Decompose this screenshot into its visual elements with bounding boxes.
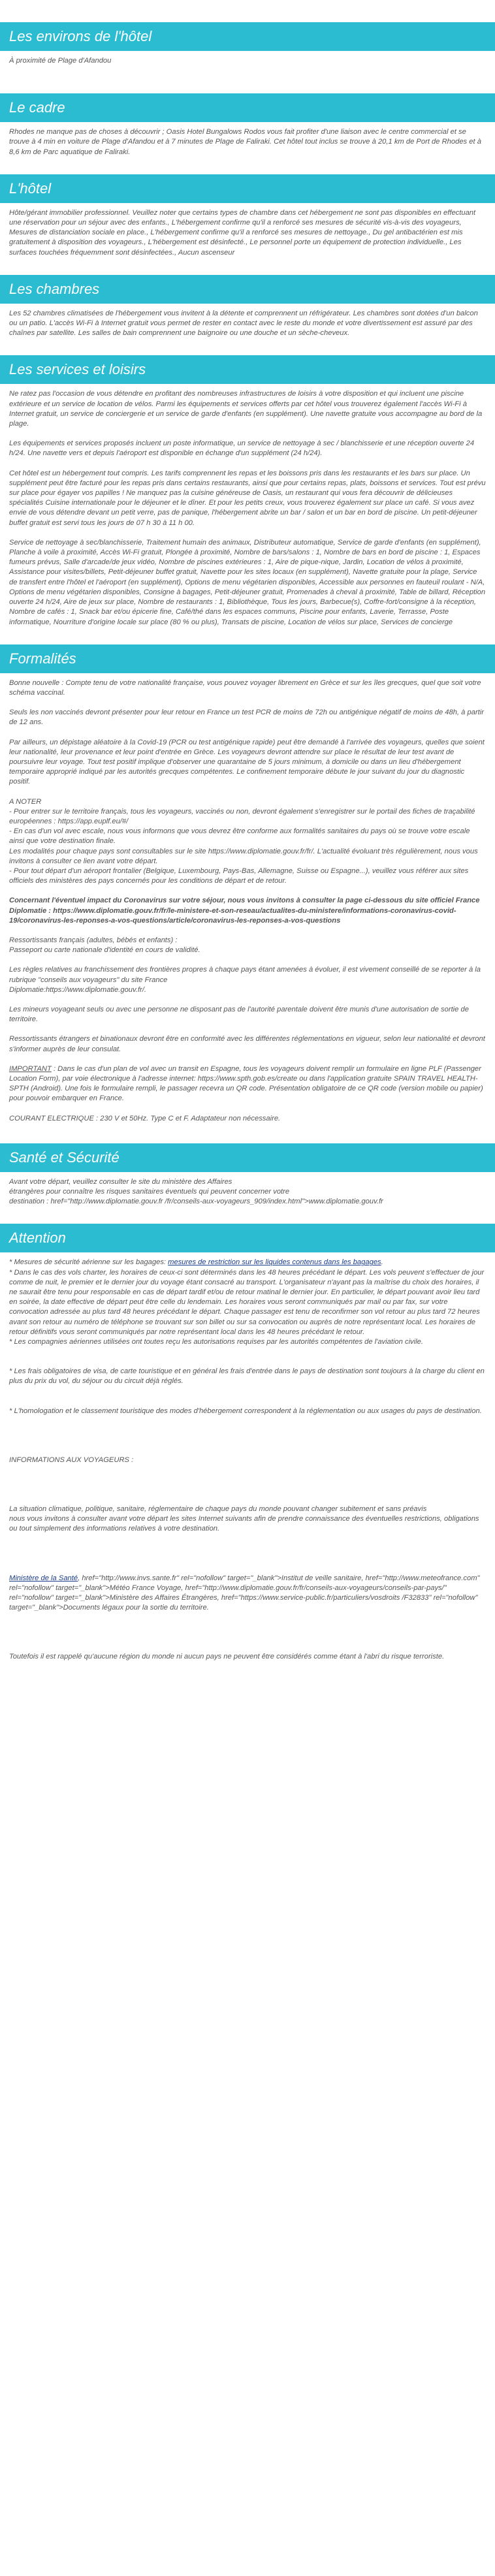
section-chambres <box>0 304 495 339</box>
section-environs <box>0 51 495 66</box>
section-formalites <box>0 673 495 1124</box>
regles-line-2: Diplomatie:https://www.diplomatie.gouv.fr/. <box>9 985 146 994</box>
attention-mesures <box>9 1258 486 1267</box>
section-title-services: Les services et loisirs <box>0 355 495 384</box>
courant-electrique: COURANT ELECTRIQUE : 230 V et 50Hz. Type C et F. Adaptateur non nécessaire. <box>9 1114 281 1122</box>
regles-line-1: Les règles relatives au franchissement des frontières propres à chaque pays étant amenées à évoluer, il est vivement conseillé de se reporter à la rubrique "conseils aux voyageurs" du site France <box>9 966 481 984</box>
section-cadre <box>0 122 495 157</box>
note-line-1: - Pour entrer sur le territoire français, tous les voyageurs, vaccinés ou non, devront également s'enregistrer sur le portail des fiches de traçabilité européennes : https://app.euplf.eu/#/ <box>9 807 475 825</box>
section-title-chambres: Les chambres <box>0 275 495 304</box>
section-title-hotel: L'hôtel <box>0 174 495 203</box>
section-services <box>0 384 495 627</box>
section-title-attention: Attention <box>0 1224 495 1252</box>
section-title-sante: Santé et Sécurité <box>0 1143 495 1172</box>
attention-vols-charter: * Dans le cas des vols charter, les horaires de ceux-ci sont déterminés dans les 48 heures précédant le départ. Les vols peuvent s'effectuer de jour comme de nuit, le premier et le dernier jour du voyage étant consacré au transport. L'organisateur n'ayant pas la maîtrise du choix des horaires, il ne saurait être tenu pour responsable en cas de départ tardif et/ou de retour matinal le dernier jour. En particulier, le départ pouvant avoir lieu tard en soirée, la date effective de départ peut être celle du lendemain. Les horaires vous seront communiqués par mail ou par fax, sur votre convocation adressée au plus tard 48 heures précédant le départ. Chaque passager est tenu de reconfirmer son vol retour au plus tard 72 heures avant son retour au numéro de téléphone se trouvant sur son billet ou sur sa convocation ou auprès de notre représentant local. Les horaires de retour définitifs vous seront communiqués par notre représentant local dans les 48 heures précédant le retour. <box>9 1268 485 1336</box>
chambres-text: Les 52 chambres climatisées de l'hébergement vous invitent à la détente et comprennent un réfrigérateur. Les chambres sont dotées d'un balcon ou un patio. L'accès Wi-Fi à Internet gratuit vous permet de rester en contact avec le reste du monde et votre divertissement est assuré par des chaînes par satellite. Les salles de bain comprennent une baignoire ou une douche et un sèche-cheveux. <box>9 309 478 338</box>
mineurs-text: Les mineurs voyageant seuls ou avec une personne ne disposant pas de l'autorité parentale doivent être munis d'une autorisation de sortie de territoire. <box>9 1005 469 1024</box>
important-label: IMPORTANT <box>9 1064 52 1073</box>
ressortissants-line-1: Ressortissants français (adultes, bébés et enfants) : <box>9 936 178 944</box>
formalites-paragraph-3: Par ailleurs, un dépistage aléatoire à la Covid-19 (PCR ou test antigénique rapide) peut être demandé à l'arrivée des voyageurs, quelles que soient leur nationalité, leur provenance et leur point d'entrée en Grèce. Les voyageurs devront attendre sur place le résultat de leur test avant de poursuivre leur voyage. Tout test positif implique d'observer une quarantaine de 5 jours minimum, à domicile ou dans un lieu d'hébergement temporaire approprié indiqué par les autorités grecques compétentes. Le confinement temporaire débute le jour suivant du jour du diagnostic positif. <box>9 738 485 786</box>
section-hotel <box>0 203 495 258</box>
info-voyageurs-title: INFORMATIONS AUX VOYAGEURS : <box>9 1455 134 1464</box>
ministere-sante-link[interactable]: Ministère de la Santé <box>9 1574 78 1582</box>
section-title-cadre: Le cadre <box>0 93 495 122</box>
ressortissants-line-2: Passeport ou carte nationale d'identité en cours de validité. <box>9 946 200 955</box>
note-line-3: Les modalités pour chaque pays sont consultables sur le site https://www.diplomatie.gouv.fr/fr/. L'actualité évoluant très régulièrement, nous vous invitons à consulter ce lien avant votre départ. <box>9 847 478 865</box>
info-voyageurs-line-2: nous vous invitons à consulter avant votre départ les sites Internet suivants afin de prendre connaissance des éventuelles restrictions, obligations ou tout simplement des informations relatives à votre destination. <box>9 1515 479 1533</box>
note-line-2: - En cas d'un vol avec escale, nous vous informons que vous devrez être conforme aux formalités sanitaires du pays où se trouve votre escale ainsi que votre destination finale. <box>9 827 470 846</box>
attention-mesures-prefix: * Mesures de sécurité aérienne sur les bagages: <box>9 1258 168 1267</box>
formalites-paragraph-1: Bonne nouvelle : Compte tenu de votre nationalité française, vous pouvez voyager librement en Grèce et sur les îles grecques, quel que soit votre schéma vaccinal. <box>9 678 481 697</box>
services-paragraph-4: Service de nettoyage à sec/blanchisserie, Traitement humain des animaux, Distributeur automatique, Service de garde d'enfants (en supplément), Planche à voile à proximité, Accès Wi-Fi gratuit, Plongée à proximité, Nombre de bars/salons : 1, Nombre de bars en bord de piscine : 1, Espaces fumeurs prévus, Salle d'arcade/de jeux vidéo, Nombre de piscines extérieures : 1, Aire de pique-nique, Jardin, Location de vélos à proximité, Assistance pour visites/billets, Petit-déjeuner buffet gratuit, Navette pour les sites locaux (en supplément), Navette gratuite pour la plage, Service de transfert entre l'hôtel et l'aéroport (en supplément), Options de menu végétarien disponibles, Accessible aux personnes en fauteuil roulant - N/A, Options de menu végétarien disponibles, Consigne à bagages, Petit-déjeuner gratuit, Promenades à cheval à proximité, Table de billard, Réception ouverte 24 h/24, Aire de jeux sur place, Nombre de restaurants : 1, Bibliothèque, Tous les jours, Barbecue(s), Coffre-fort/consigne à la réception, Nombre de cafés : 1, Snack bar et/ou épicerie fine, Café/thé dans les espaces communs, Piscine pour enfants, Laverie, Terrasse, Poste informatique, Nourriture d'origine locale sur place (80 % ou plus), Transats de piscine, Location de vélos sur place, Services de concierge <box>9 538 486 626</box>
sante-line-3: destination : href="http://www.diplomatie.gouv.fr /fr/conseils-aux-voyageurs_909/index.html">www.diplomatie.gouv.fr <box>9 1198 383 1206</box>
attention-mesures-suffix: . <box>381 1258 383 1267</box>
important-notice <box>9 1064 486 1104</box>
attention-frais: * Les frais obligatoires de visa, de carte touristique et en général les frais d'entrée dans le pays de destination sont toujours à la charge du client en plus du prix du vol, du séjour ou du circuit déjà réglés. <box>9 1367 485 1386</box>
attention-compagnies: * Les compagnies aériennes utilisées ont toutes reçu les autorisations requises par les autorités compétentes de l'aviation civile. <box>9 1338 423 1346</box>
section-title-formalites: Formalités <box>0 644 495 673</box>
coronavirus-notice: Concernant l'éventuel impact du Coronavirus sur votre séjour, nous vous invitons à consulter la page ci-dessous du site officiel France Diplomatie : https://www.diplomatie.gouv.fr/fr/le-ministere-et-son-reseau/actualites-du-ministere/informations-coronavirus-covid-19/coronavirus-les-reponses-a-vos-questions/article/coronavirus-les-reponses-a-vos-questions <box>9 897 480 925</box>
note-line-4: - Pour tout départ d'un aéroport frontalier (Belgique, Luxembourg, Pays-Bas, Allemagne, Suisse ou Espagne...), veuillez vous référer aux sites officiels des ministères des pays concernés pour les conditions de départ et de retour. <box>9 867 469 885</box>
services-paragraph-3: Cet hôtel est un hébergement tout compris. Les tarifs comprennent les repas et les boissons pris dans les restaurants et les bars sur place. Un supplément peut être facturé pour les repas pris dans certains restaurants, ainsi que pour certains repas, plats, boissons et services. Tout est prévu sur place pour égayer vos papilles ! Ne manquez pas la cuisine généreuse de Oasis, un restaurant qui vous fera découvrir de délicieuses spécialités Cuisine internationale pour le déjeuner et le dîner. Et pour les petits creux, vous trouverez également sur place un café. Si vous avez envie de vous détendre devant un petit verre, pas de panique, l'hébergement abrite un bar / salon et un bar en bord de piscine. Un petit-déjeuner buffet gratuit est servi tous les jours de 07 h 30 à 11 h 00. <box>9 469 486 527</box>
sante-line-1: Avant votre départ, veuillez consulter le site du ministère des Affaires <box>9 1177 232 1186</box>
terrorisme-notice: Toutefois il est rappelé qu'aucune région du monde ni aucun pays ne peuvent être considérés comme étant à l'abri du risque terroriste. <box>9 1653 445 1661</box>
attention-homologation: * L'homologation et le classement touristique des modes d'hébergement correspondent à la réglementation ou aux usages du pays de destination. <box>9 1407 482 1415</box>
services-paragraph-1: Ne ratez pas l'occasion de vous détendre en profitant des nombreuses infrastructures de loisirs à votre disposition et qui incluent une piscine extérieure et un service de location de vélos. Parmi les équipements et services offerts par cet hôtel vous trouverez également l'accès Wi-Fi à Internet gratuit, un service de conciergerie et un service de garde d'enfants (en supplément). Une navette gratuite vous accompagne au bord de la plage. <box>9 390 483 428</box>
section-sante <box>0 1172 495 1207</box>
formalites-paragraph-2: Seuls les non vaccinés devront présenter pour leur retour en France un test PCR de moins de 72h ou antigénique négatif de moins de 48h, à partir de 12 ans. <box>9 708 485 727</box>
note-title: A NOTER <box>9 797 42 806</box>
links-paragraph <box>9 1574 486 1614</box>
cadre-text: Rhodes ne manque pas de choses à découvrir ; Oasis Hotel Bungalows Rodos vous fait profiter d'une liaison avec le centre commercial et se trouve à 4 min en voiture de Plage d'Afandou et à 7 minutes de Plage de Faliraki. Cet hôtel tout inclus se trouve à 20,1 km de Port de Rhodes et à 8,6 km de Parc aquatique de Faliraki. <box>9 128 481 156</box>
section-title-environs: Les environs de l'hôtel <box>0 22 495 51</box>
ressortissants-etrangers-text: Ressortissants étrangers et binationaux devront être en conformité avec les différentes réglementations en vigueur, selon leur nationalité et devront s'informer auprès de leur consulat. <box>9 1035 485 1053</box>
section-attention <box>0 1252 495 1662</box>
important-text: : Dans le cas d'un plan de vol avec un transit en Espagne, tous les voyageurs doivent remplir un formulaire en ligne PLF (Passenger Location Form), par voie électronique à l'adresse internet: https://www.spth.gob.es/create ou dans l'application gratuite SPAIN TRAVEL HEALTH-SPTH (Android). Une fois le formulaire rempli, le passager recevra un QR code. Présentation obligatoire de ce QR code (version mobile ou papier) pour pouvoir embarquer en France. <box>9 1064 483 1103</box>
services-paragraph-2: Les équipements et services proposés incluent un poste informatique, un service de nettoyage à sec / blanchisserie et une réception ouverte 24 h/24. Une navette vers et depuis l'aéroport est disponible en échange d'un supplément (24 h/24). <box>9 439 475 458</box>
liquides-restriction-link[interactable]: mesures de restriction sur les liquides contenus dans les bagages <box>168 1258 381 1267</box>
environs-text: À proximité de Plage d'Afandou <box>9 57 112 65</box>
sante-line-2: étrangères pour connaître les risques sanitaires éventuels qui peuvent concerner votre <box>9 1188 290 1196</box>
hotel-text: Hôte/gérant immobilier professionnel. Veuillez noter que certains types de chambre dans cet hébergement ne sont pas disponibles en effectuant une réservation pour un séjour avec des enfants., L'hébergement confirme qu'il a renforcé ses mesures de sécurité vis-à-vis des voyageurs, Mesures de distanciation sociale en place., L'hébergement confirme qu'il a renforcé ses mesures de nettoyage., Du gel antibactérien est mis gratuitement à disposition des voyageurs., L'hébergement est désinfecté., Le personnel porte un équipement de protection individuelle., Les surfaces touchées fréquemment sont désinfectées., Aucun ascenseur <box>9 208 476 257</box>
links-rest: , href="http://www.invs.sante.fr" rel="nofollow" target="_blank">Institut de veille sanitaire, href="http://www.meteofrance.com" rel="nofollow" target="_blank">Météo France Voyage, href="http://www.diplomatie.gouv.fr/fr/conseils-aux-voyageurs/conseils-par-pays/" rel="nofollow" target="_blank">Ministère des Affaires Étrangères, href="https://www.service-public.fr/particuliers/vosdroits /F32833" rel="nofollow" target="_blank">Documents légaux pour la sortie du territoire. <box>9 1574 480 1612</box>
info-voyageurs-line-1: La situation climatique, politique, sanitaire, réglementaire de chaque pays du monde pouvant changer subitement et sans préavis <box>9 1505 427 1514</box>
